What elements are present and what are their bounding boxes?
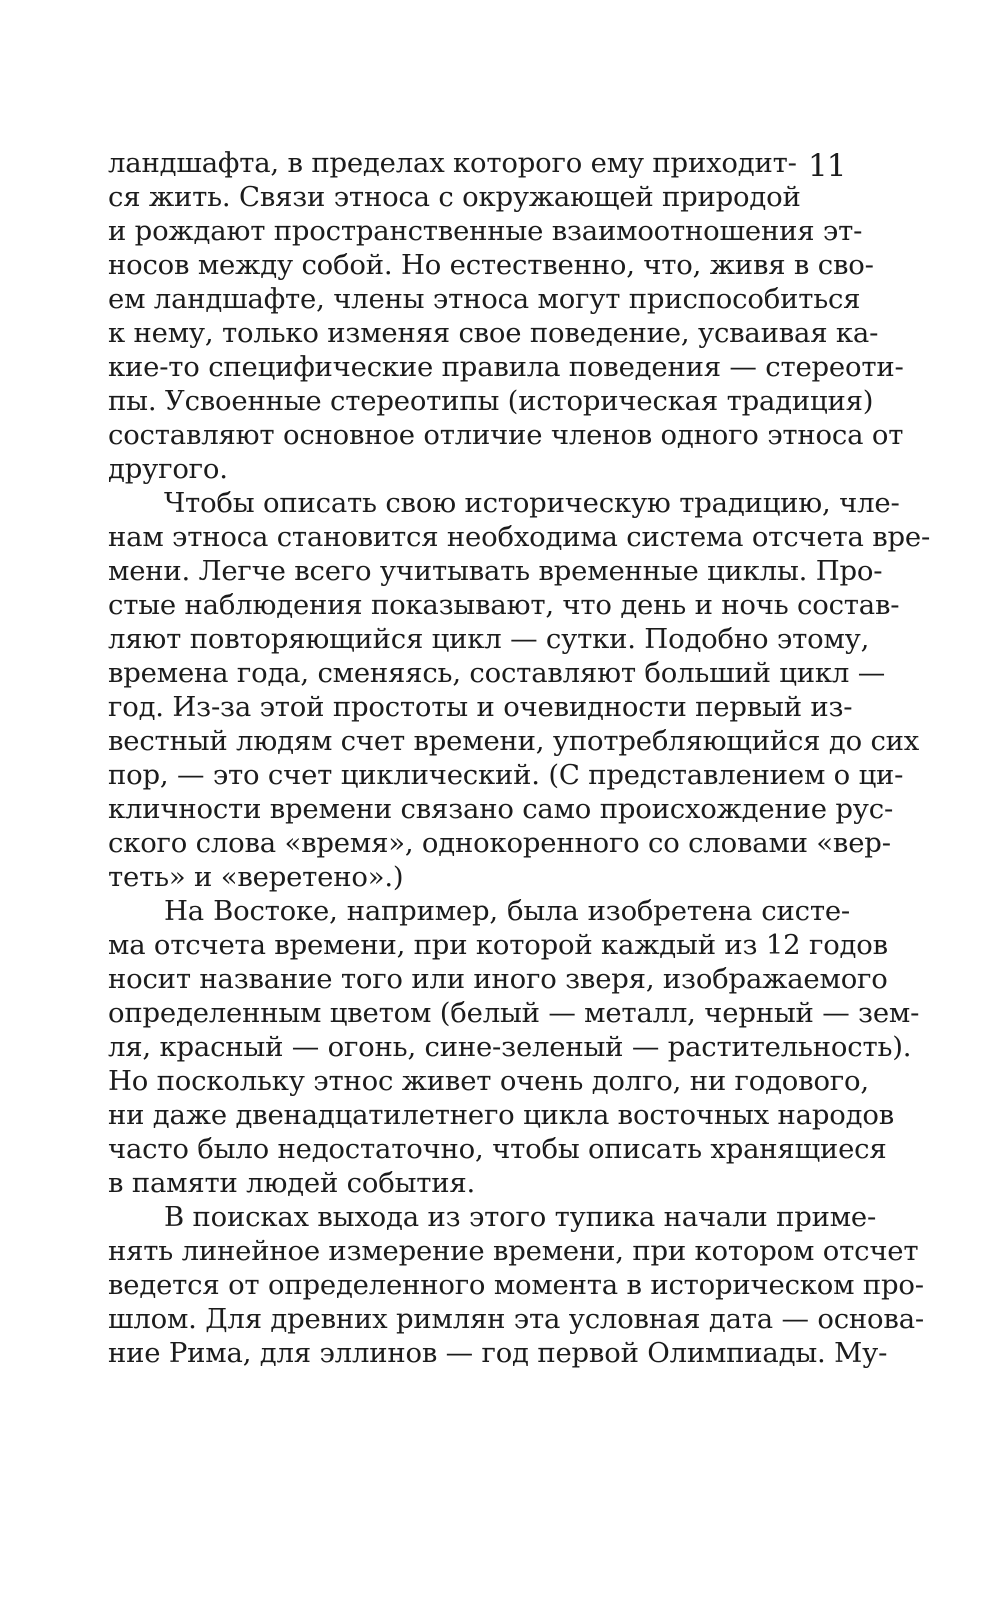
- text-line: мени. Легче всего учитывать временные циклы. Про-: [108, 555, 883, 587]
- text-line: ля, красный — огонь, сине-зеленый — растительность).: [108, 1031, 912, 1063]
- text-line: В поисках выхода из этого тупика начали приме-: [164, 1201, 877, 1233]
- text-line: и рождают пространственные взаимоотношения эт-: [108, 215, 863, 247]
- text-line: шлом. Для древних римлян эта условная дата — основа-: [108, 1303, 924, 1335]
- text-line: ма отсчета времени, при которой каждый из 12 годов: [108, 929, 888, 961]
- text-line: к нему, только изменяя свое поведение, усваивая ка-: [108, 317, 879, 349]
- text-line: ем ландшафте, члены этноса могут приспособиться: [108, 283, 861, 315]
- text-line: ни даже двенадцатилетнего цикла восточных народов: [108, 1099, 894, 1131]
- page-number: 11: [808, 148, 846, 184]
- body-text: [108, 146, 931, 1370]
- text-line: Чтобы описать свою историческую традицию, чле-: [164, 487, 900, 519]
- text-line: ведется от определенного момента в историческом про-: [108, 1269, 924, 1301]
- text-line: ского слова «время», однокоренного со словами «вер-: [108, 827, 891, 859]
- text-line: стые наблюдения показывают, что день и ночь состав-: [108, 589, 900, 621]
- text-line: нять линейное измерение времени, при котором отсчет: [108, 1235, 919, 1267]
- text-line: определенным цветом (белый — металл, черный — зем-: [108, 997, 920, 1029]
- text-line: нам этноса становится необходима система отсчета вре-: [108, 521, 931, 553]
- text-line: пы. Усвоенные стереотипы (историческая традиция): [108, 385, 874, 417]
- text-line: кие-то специфические правила поведения — стереоти-: [108, 351, 904, 383]
- text-line: кличности времени связано само происхождение рус-: [108, 793, 894, 825]
- text-line: год. Из-за этой простоты и очевидности первый из-: [108, 691, 853, 723]
- text-line: вестный людям счет времени, употребляющийся до сих: [108, 725, 920, 757]
- text-line: ландшафта, в пределах которого ему приходит-: [108, 147, 797, 179]
- text-line: ся жить. Связи этноса с окружающей природой: [108, 181, 801, 213]
- text-line: ляют повторяющийся цикл — сутки. Подобно этому,: [108, 623, 870, 655]
- text-line: Но поскольку этнос живет очень долго, ни годового,: [108, 1065, 869, 1097]
- text-line: теть» и «веретено».): [108, 861, 404, 893]
- text-line: составляют основное отличие членов одного этноса от: [108, 419, 904, 451]
- text-line: носит название того или иного зверя, изображаемого: [108, 963, 888, 995]
- text-line: ние Рима, для эллинов — год первой Олимпиады. Му-: [108, 1337, 888, 1369]
- text-line: пор, — это счет циклический. (С представлением о ци-: [108, 759, 904, 791]
- text-line: носов между собой. Но естественно, что, живя в сво-: [108, 249, 874, 281]
- text-line: часто было недостаточно, чтобы описать хранящиеся: [108, 1133, 887, 1165]
- text-line: На Востоке, например, была изобретена систе-: [164, 895, 850, 927]
- text-line: другого.: [108, 453, 228, 485]
- text-line: времена года, сменяясь, составляют больший цикл —: [108, 657, 886, 689]
- text-line: в памяти людей события.: [108, 1167, 476, 1199]
